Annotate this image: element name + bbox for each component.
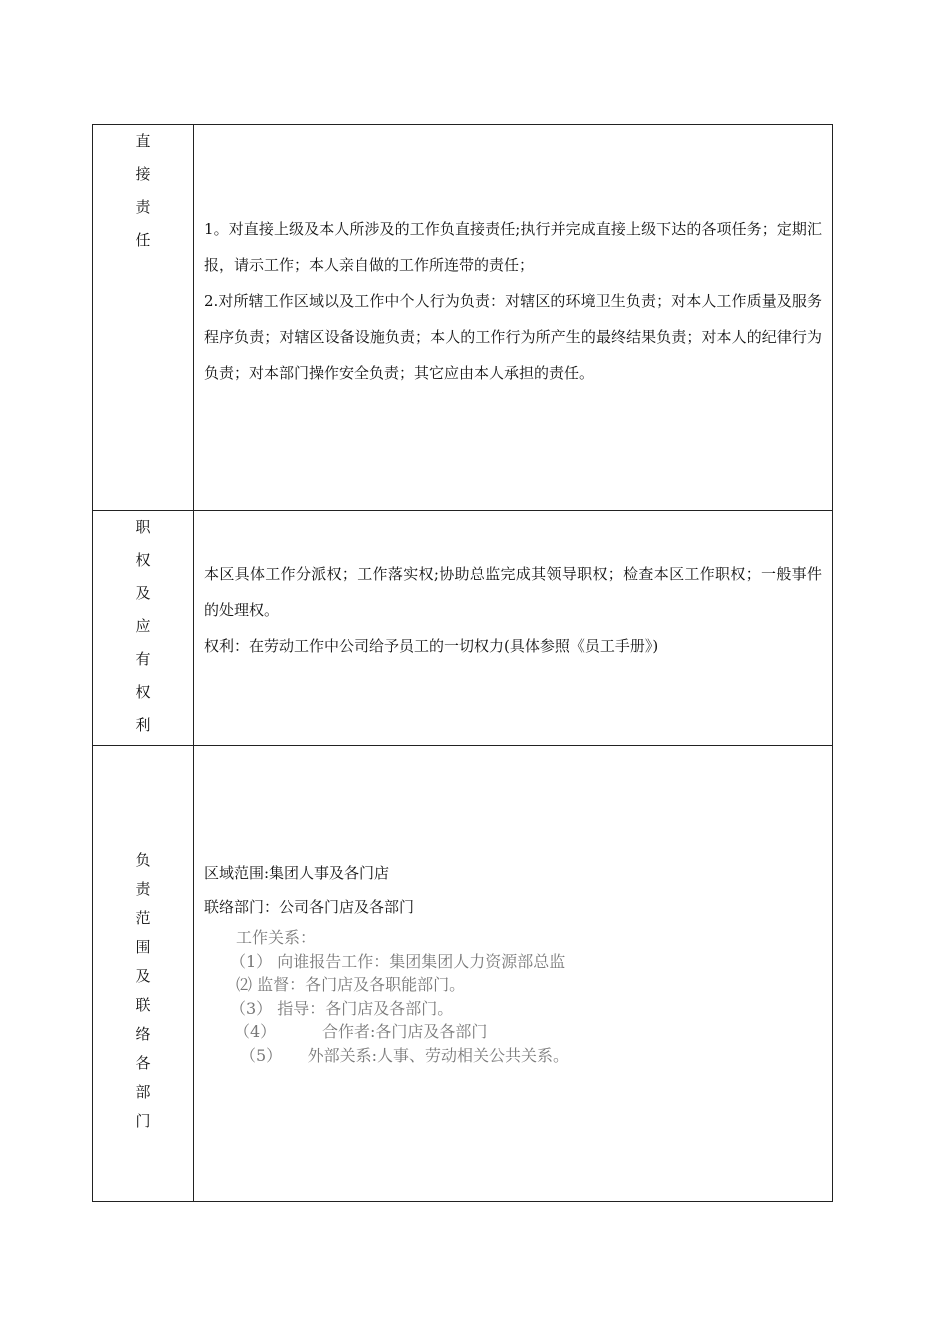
area-scope-text: 区域范围:集团人事及各门店: [204, 864, 390, 882]
authority-rights-label: [93, 511, 193, 742]
authority-rights-content-cell: [194, 511, 833, 746]
responsibility-paragraph-1: 1。对直接上级及本人所涉及的工作负直接责任;执行并完成直接上级下达的各项任务；定期汇报，请示工作；本人亲自做的工作所连带的责任；: [204, 220, 822, 274]
label-char: 络: [135, 1025, 151, 1043]
label-char: 范: [135, 909, 151, 927]
label-char: 应: [135, 617, 151, 635]
label-char: 利: [135, 716, 151, 734]
label-char: 有: [135, 650, 151, 668]
scope-liaison-label-cell: [93, 746, 194, 1202]
responsibility-paragraph-2: 2.对所辖工作区域以及工作中个人行为负责：对辖区的环境卫生负责；对本人工作质量及服务程序负责；对辖区设备设施负责；本人的工作行为所产生的最终结果负责；对本人的纪律行为负责；对本部门操作安全负责；其它应由本人承担的责任。: [204, 292, 822, 382]
label-char: 负: [135, 851, 151, 869]
scope-liaison-content-cell: [194, 746, 833, 1202]
label-char: 各: [135, 1054, 151, 1072]
label-char: 职: [135, 518, 151, 536]
direct-responsibility-row: [93, 125, 833, 511]
job-description-table: [92, 124, 833, 1202]
label-char: 权: [135, 551, 151, 569]
liaison-departments-text: 联络部门：公司各门店及各部门: [204, 898, 415, 916]
label-char: 直: [135, 132, 151, 150]
relation-item: （4） 合作者:各门店及各部门: [234, 1022, 488, 1041]
label-char: 责: [135, 198, 151, 216]
scope-liaison-row: [93, 746, 833, 1202]
label-char: 及: [135, 584, 151, 602]
work-relations-list: [204, 926, 822, 1067]
relation-item: （1） 向谁报告工作：集团集团人力资源部总监: [230, 951, 566, 971]
label-char: 任: [135, 231, 151, 249]
authority-rights-label-cell: [93, 511, 194, 746]
label-char: 接: [135, 165, 151, 183]
label-char: 门: [135, 1112, 151, 1130]
label-char: 权: [135, 683, 151, 701]
relation-item: ⑵ 监督：各门店及各职能部门。: [236, 975, 466, 994]
scope-liaison-label: [93, 746, 193, 1136]
direct-responsibility-label: [93, 125, 193, 257]
label-char: 及: [135, 967, 151, 985]
label-char: 部: [135, 1083, 151, 1101]
work-relations-title: 工作关系：: [236, 928, 317, 947]
label-char: 联: [135, 996, 151, 1014]
authority-paragraph: 本区具体工作分派权；工作落实权;协助总监完成其领导职权；检查本区工作职权；一般事件的处理权。: [204, 565, 822, 619]
relation-item: （3） 指导：各门店及各部门。: [230, 998, 454, 1018]
rights-paragraph: 权利：在劳动工作中公司给予员工的一切权力(具体参照《员工手册》): [204, 637, 659, 655]
label-char: 责: [135, 880, 151, 898]
relation-item: （5） 外部关系:人事、劳动相关公共关系。: [240, 1045, 570, 1065]
direct-responsibility-content-cell: [194, 125, 833, 511]
label-char: 围: [135, 938, 151, 956]
direct-responsibility-label-cell: [93, 125, 194, 511]
authority-rights-row: [93, 511, 833, 746]
